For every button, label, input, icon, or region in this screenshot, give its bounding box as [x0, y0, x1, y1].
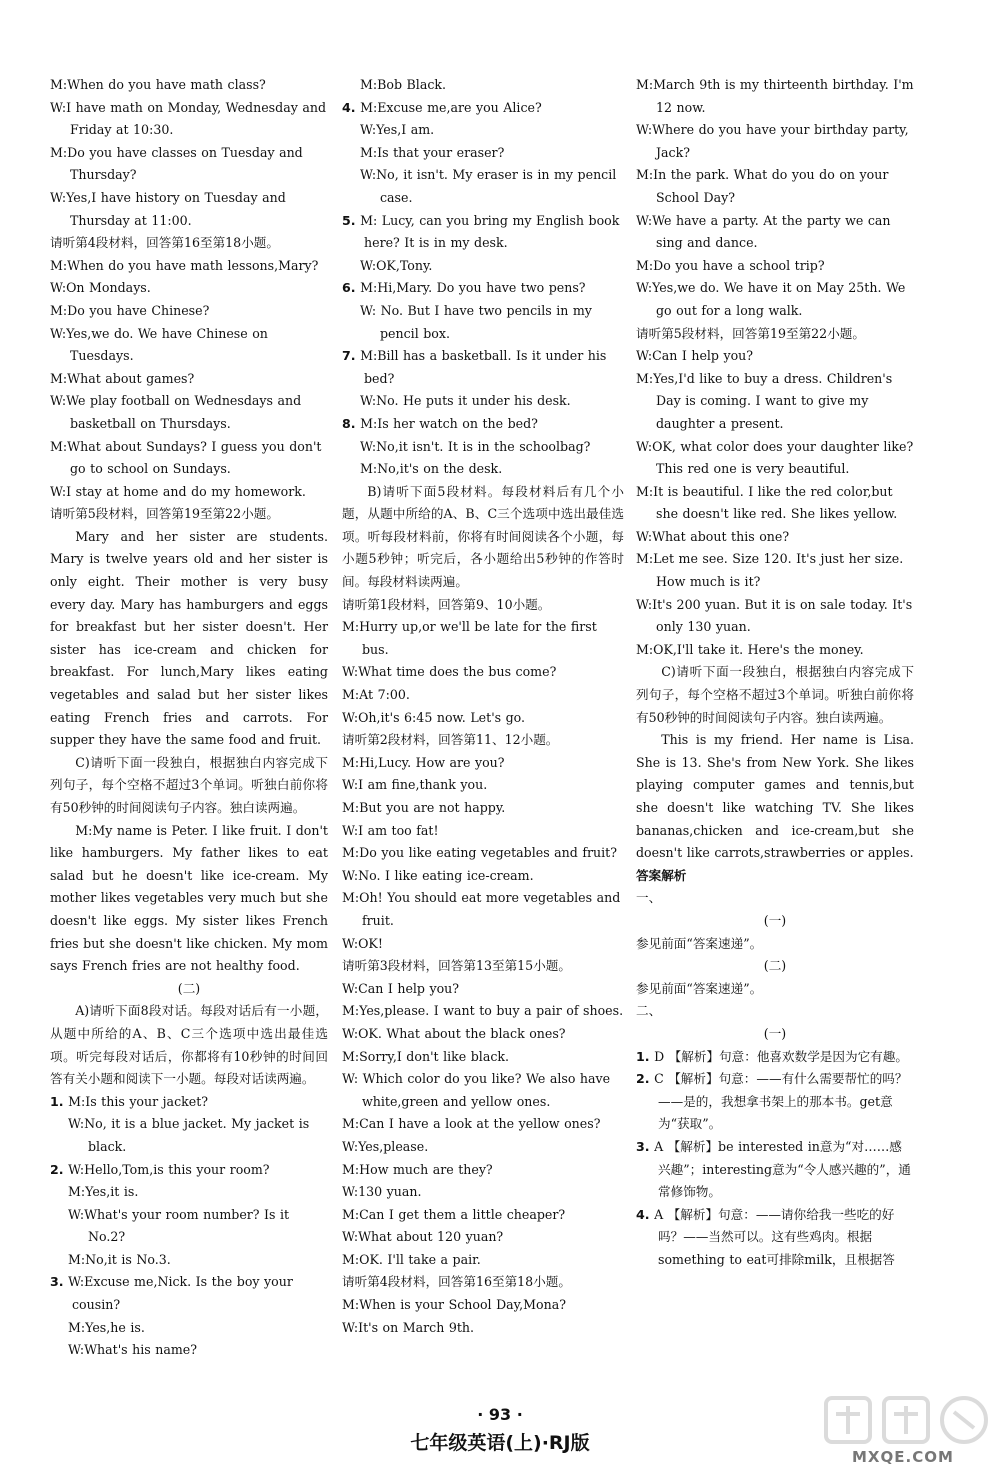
- text-line: W:No,it isn't. It is in the schoolbag?: [360, 438, 591, 454]
- text-line: W:130 yuan.: [342, 1184, 422, 1200]
- text-line: M:What about games?: [50, 370, 195, 386]
- text-line: M:Let me see. Size 120. It's just her size. How much is it?: [636, 551, 904, 590]
- text-line: M:How much are they?: [342, 1161, 493, 1177]
- text-line: [342, 413, 624, 436]
- item-number: 1.: [636, 1048, 650, 1064]
- text-line: W:Yes,we do. We have it on May 25th. We go out for a long walk.: [636, 280, 906, 318]
- text-line: W:I am too fat!: [342, 822, 439, 838]
- text-line: C)请听下面一段独白，根据独白内容完成下列句子，每个空格不超过3个单词。听独白前你将有50秒钟的时间阅读句子内容。独白读两遍。: [50, 754, 328, 815]
- book-title: 七年级英语(上)·RJ版: [410, 1432, 590, 1454]
- text-line: W:Yes,I am.: [360, 122, 435, 138]
- text-line: M:Hi,Lucy. How are you?: [342, 754, 505, 770]
- text-line: W:What's your room number? Is it No.2?: [68, 1206, 290, 1245]
- text-line: W:What's his name?: [68, 1342, 198, 1358]
- text-line: M:Do you have classes on Tuesday and Thursday?: [50, 144, 303, 183]
- text-line: W:No. I like eating ice-cream.: [342, 867, 534, 883]
- text-line: M:Oh! You should eat more vegetables and fruit.: [342, 890, 621, 928]
- text-line: W:We have a party. At the party we can sing and dance.: [636, 212, 891, 251]
- item-text: M: Lucy, can you bring my English book here? It is in my desk.: [360, 212, 620, 251]
- text-line: M:Do you have a school trip?: [636, 257, 825, 273]
- item-number: 4.: [342, 99, 356, 115]
- text-line: M:Can I get them a little cheaper?: [342, 1206, 566, 1222]
- text-line: M:Do you have Chinese?: [50, 302, 210, 318]
- text-line: 答案解析: [636, 867, 687, 883]
- text-line: M:At 7:00.: [342, 687, 410, 703]
- text-line: A)请听下面8段对话。每段对话后有一小题，从题中所给的A、B、C三个选项中选出最佳选项。听完每段对话后，你都将有10秒钟的时间回答有关小题和阅读下一小题。每段对话读两遍。: [50, 1003, 328, 1087]
- text-line: 二、: [636, 1003, 662, 1019]
- item-text: W:Hello,Tom,is this your room?: [68, 1161, 270, 1177]
- page-number: · 93 ·: [477, 1405, 523, 1424]
- text-line: 参见前面“答案速递”。: [636, 935, 763, 951]
- item-text: M:Hi,Mary. Do you have two pens?: [360, 280, 586, 296]
- text-line: W:No, it is a blue jacket. My jacket is black.: [68, 1116, 310, 1154]
- text-line: 请听第3段材料，回答第13至第15小题。: [342, 958, 571, 974]
- text-line: W:No, it isn't. My eraser is in my pencil case.: [360, 167, 617, 205]
- text-line: 请听第4段材料，回答第16至第18小题。: [342, 1274, 571, 1290]
- text-line: W:It's 200 yuan. But it is on sale today. It's only 130 yuan.: [636, 596, 913, 635]
- text-line: W:Yes,we do. We have Chinese on Tuesdays.: [50, 325, 268, 364]
- item-number: 5.: [342, 212, 356, 228]
- text-line: W:Yes,I have history on Tuesday and Thursday at 11:00.: [50, 189, 286, 228]
- text-line: (二): [763, 958, 787, 974]
- text-line: [342, 345, 624, 390]
- item-number: 1.: [50, 1093, 64, 1109]
- text-line: M:OK. I'll take a pair.: [342, 1251, 481, 1267]
- text-line: [636, 1204, 914, 1272]
- item-number: 8.: [342, 415, 356, 431]
- item-text: M:Is her watch on the bed?: [360, 415, 538, 431]
- text-line: W:OK!: [342, 935, 383, 951]
- text-line: W:OK. What about the black ones?: [342, 1025, 566, 1041]
- text-line: M:Yes,please. I want to buy a pair of shoes.: [342, 1003, 624, 1019]
- text-line: M:Can I have a look at the yellow ones?: [342, 1116, 601, 1132]
- text-line: W:Where do you have your birthday party, Jack?: [636, 122, 909, 160]
- text-line: 请听第4段材料，回答第16至第18小题。: [50, 235, 279, 251]
- item-number: 7.: [342, 348, 356, 364]
- item-text: M:Is this your jacket?: [68, 1093, 209, 1109]
- text-line: [50, 1271, 328, 1316]
- text-line: [636, 1068, 914, 1136]
- text-line: (一): [763, 1025, 787, 1041]
- text-line: M:OK,I'll take it. Here's the money.: [636, 641, 864, 657]
- text-line: W:We play football on Wednesdays and basketball on Thursdays.: [50, 393, 302, 431]
- text-line: M:No,it's on the desk.: [360, 461, 503, 477]
- text-line: C)请听下面一段独白，根据独白内容完成下列句子，每个空格不超过3个单词。听独白前你将有50秒钟的时间阅读句子内容。独白读两遍。: [636, 664, 914, 725]
- text-line: M:But you are not happy.: [342, 800, 506, 815]
- text-line: W: Which color do you like? We also have white,green and yellow ones.: [342, 1071, 611, 1109]
- text-line: W:Can I help you?: [636, 348, 754, 364]
- text-line: W:I have math on Monday, Wednesday and Friday at 10:30.: [50, 99, 327, 138]
- text-line: M:In the park. What do you do on your School Day?: [636, 167, 889, 205]
- column-right: [636, 74, 914, 1271]
- text-line: M:Hurry up,or we'll be late for the first bus.: [342, 619, 597, 657]
- text-line: W:Can I help you?: [342, 980, 460, 996]
- text-line: 一、: [636, 890, 662, 906]
- text-line: This is my friend. Her name is Lisa. She is 13. She's from New York. She likes playing computer games and tennis,but she doesn't like watching TV. She likes bananas,chicken and ice-cream,but she doesn't like carrots,strawberries or apples.: [636, 732, 914, 861]
- item-text: D 【解析】句意：他喜欢数学是因为它有趣。: [654, 1048, 908, 1064]
- text-line: W:No. He puts it under his desk.: [360, 393, 571, 409]
- text-line: M:Do you like eating vegetables and fruit?: [342, 845, 617, 861]
- watermark-url: MXQE.COM: [852, 1448, 954, 1466]
- text-line: M:My name is Peter. I like fruit. I don't like hamburgers. My father likes to eat salad but he doesn't like ice-cream. My mother likes vegetables very much but she doesn't like eggs. My sister likes French fries but she doesn't like chicken. My mom says French fries are not healthy food.: [50, 822, 328, 974]
- text-line: B)请听下面5段材料。每段材料后有几个小题，从题中所给的A、B、C三个选项中选出最佳选项。听每段材料前，你将有时间阅读各个小题，每小题5秒钟；听完后，各小题给出5秒钟的作答时间。每段材料读两遍。: [342, 483, 624, 590]
- text-line: 参见前面“答案速递”。: [636, 980, 763, 996]
- text-line: [636, 1046, 914, 1069]
- text-line: M:What about Sundays? I guess you don't go to school on Sundays.: [50, 438, 322, 477]
- text-line: (二): [177, 980, 201, 996]
- text-line: [342, 210, 624, 255]
- text-line: W:What about 120 yuan?: [342, 1229, 504, 1245]
- text-line: 请听第5段材料，回答第19至第22小题。: [636, 325, 865, 341]
- text-line: M:When is your School Day,Mona?: [342, 1297, 566, 1313]
- item-number: 6.: [342, 280, 356, 296]
- item-number: 2.: [50, 1161, 64, 1177]
- text-line: W:It's on March 9th.: [342, 1319, 475, 1335]
- item-number: 3.: [50, 1274, 64, 1290]
- item-text: M:Bill has a basketball. Is it under his bed?: [360, 348, 607, 386]
- text-line: M:When do you have math class?: [50, 77, 266, 92]
- text-line: Mary and her sister are students. Mary is twelve years old and her sister is only eight. Their mother is very busy every day. Mary has hamburgers and eggs for breakfast but her sister doesn't. Her sister has ice-cream and chicken for breakfast. For lunch,Mary likes eating vegetables and salad but her sister likes eating French fries and carrots. For supper they have the same food and fruit.: [50, 528, 328, 748]
- item-number: 2.: [636, 1071, 650, 1087]
- text-line: [342, 97, 624, 120]
- text-line: W:On Mondays.: [50, 280, 151, 296]
- item-number: 4.: [636, 1206, 650, 1222]
- text-line: [342, 277, 624, 300]
- item-text: C 【解析】句意：——有什么需要帮忙的吗？——是的，我想拿书架上的那本书。get意为“获取”。: [654, 1071, 908, 1132]
- item-text: A 【解析】be interested in意为“对……感兴趣”；interesting意为“令人感兴趣的”，通常修饰物。: [654, 1138, 911, 1200]
- text-line: (一): [763, 912, 787, 928]
- text-line: W:Yes,please.: [342, 1138, 429, 1154]
- text-line: M:Is that your eraser?: [360, 144, 505, 160]
- column-middle: [342, 74, 624, 1339]
- text-line: M:March 9th is my thirteenth birthday. I'm 12 now.: [636, 77, 914, 115]
- item-number: 3.: [636, 1138, 650, 1154]
- text-line: W:OK,Tony.: [360, 257, 433, 273]
- text-line: W:I stay at home and do my homework.: [50, 483, 306, 499]
- text-line: M:Yes,he is.: [68, 1319, 145, 1335]
- text-line: M:Yes,it is.: [68, 1184, 139, 1200]
- text-line: M:Yes,I'd like to buy a dress. Children's Day is coming. I want to give my daughter a present.: [636, 370, 893, 431]
- text-line: W:Oh,it's 6:45 now. Let's go.: [342, 709, 526, 725]
- text-line: W: No. But I have two pencils in my pencil box.: [360, 302, 592, 341]
- text-line: [50, 1159, 328, 1182]
- text-line: W:What about this one?: [636, 528, 790, 544]
- text-line: 请听第1段材料，回答第9、10小题。: [342, 596, 551, 612]
- column-left: [50, 74, 328, 1362]
- text-line: M:It is beautiful. I like the red color,but she doesn't like red. She likes yellow.: [636, 483, 898, 522]
- item-text: A 【解析】句意：——请你给我一些吃的好吗？——当然可以。这有些鸡肉。根据something to eat可排除milk，且根据答: [654, 1206, 895, 1267]
- text-line: [636, 1136, 914, 1204]
- text-line: 请听第2段材料，回答第11、12小题。: [342, 732, 559, 748]
- item-text: W:Excuse me,Nick. Is the boy your cousin?: [68, 1274, 293, 1313]
- text-line: [50, 1091, 328, 1114]
- text-line: W:I am fine,thank you.: [342, 777, 488, 793]
- text-line: M:Bob Black.: [360, 77, 447, 92]
- text-line: M:No,it is No.3.: [68, 1251, 171, 1267]
- text-line: M:When do you have math lessons,Mary?: [50, 257, 319, 273]
- item-text: M:Excuse me,are you Alice?: [360, 99, 542, 115]
- text-line: W:OK, what color does your daughter like? This red one is very beautiful.: [636, 438, 914, 477]
- text-line: W:What time does the bus come?: [342, 664, 557, 680]
- text-line: M:Sorry,I don't like black.: [342, 1048, 510, 1064]
- text-line: 请听第5段材料，回答第19至第22小题。: [50, 506, 279, 522]
